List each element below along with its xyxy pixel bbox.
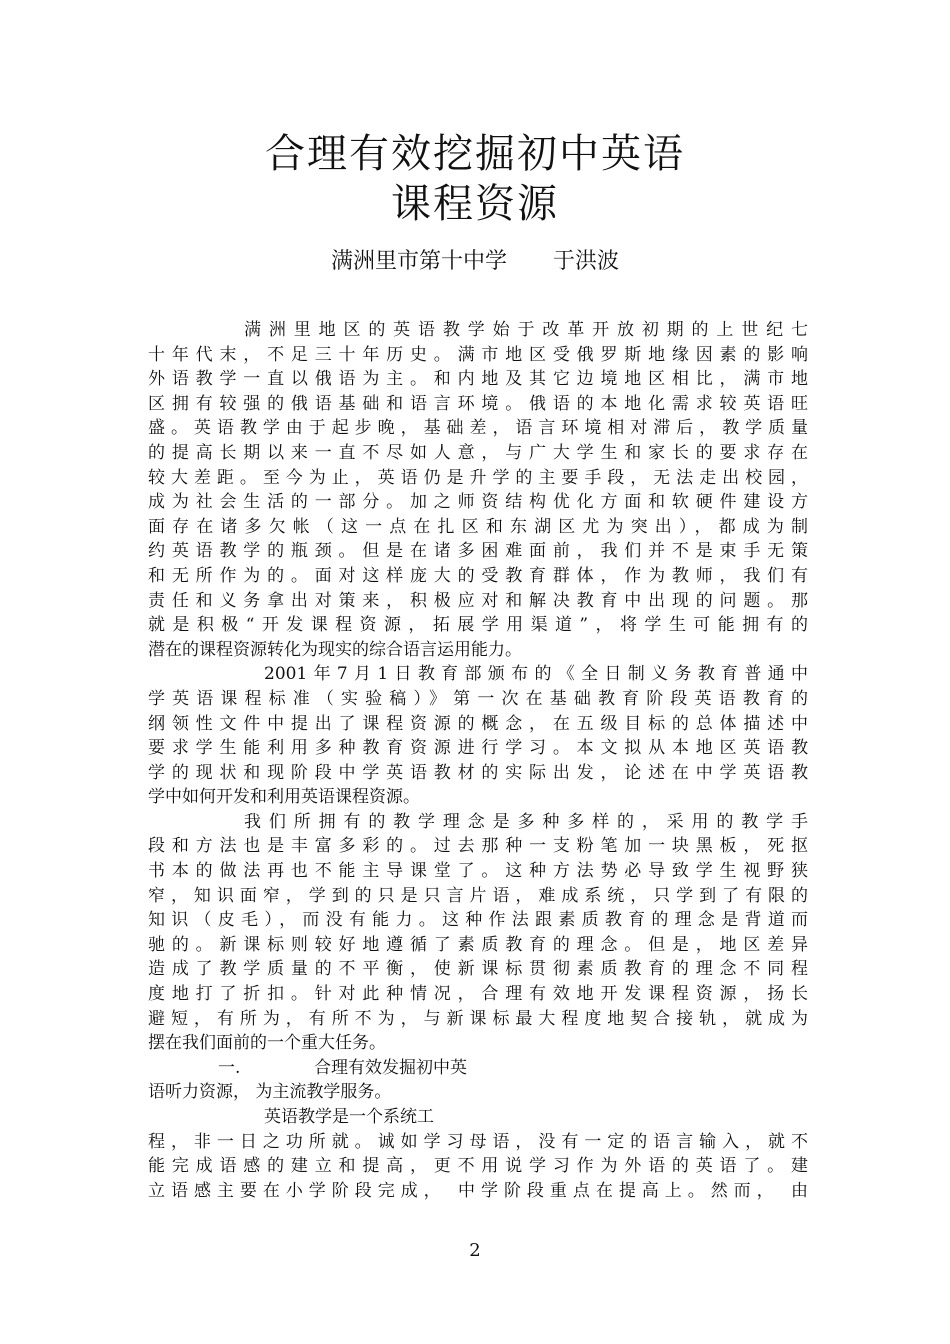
paragraph-3-line: 段和方法也是丰富多彩的。过去那种一支粉笔加一块黑板，死抠	[148, 836, 808, 857]
paragraph-1-line: 较大差距。至今为止，英语仍是升学的主要手段，无法走出校园，	[148, 467, 808, 488]
paragraph-3-line: 度地打了折扣。针对此种情况，合理有效地开发课程资源，扬长	[148, 984, 808, 1005]
paragraph-3-line: 避短，有所为，有所不为，与新课标最大程度地契合接轨，就成为	[148, 1008, 808, 1029]
paragraph-1-line: 责任和义务拿出对策来，积极应对和解决教育中出现的问题。那	[148, 590, 808, 611]
section-heading-continued: 语听力资源， 为主流教学服务。	[148, 1082, 392, 1103]
paragraph-1-line: 成为社会生活的一部分。加之师资结构优化方面和软硬件建设方	[148, 492, 808, 513]
paragraph-1-line: 约英语教学的瓶颈。但是在诸多困难面前，我们并不是束手无策	[148, 541, 808, 562]
paragraph-1-line: 区拥有较强的俄语基础和语言环境。俄语的本地化需求较英语旺	[148, 393, 808, 414]
author-school: 满洲里市第十中学	[330, 249, 507, 274]
paragraph-1-line: 和无所作为的。面对这样庞大的受教育群体，作为教师，我们有	[148, 565, 808, 586]
paragraph-2-line: 学的现状和现阶段中学英语教材的实际出发，论述在中学英语教	[148, 762, 808, 783]
paragraph-1-line: 十年代末，不足三十年历史。满市地区受俄罗斯地缘因素的影响	[148, 344, 808, 365]
paragraph-3-line: 驰的。新课标则较好地遵循了素质教育的理念。但是，地区差异	[148, 934, 808, 955]
paragraph-1-line: 潜在的课程资源转化为现实的综合语言运用能力。	[148, 639, 522, 660]
paragraph-1-line: 就是积极“开发课程资源，拓展学用渠道”，将学生可能拥有的	[148, 615, 808, 636]
paragraph-4-line: 立语感主要在小学阶段完成， 中学阶段重点在提高上。然而， 由	[148, 1180, 808, 1201]
paragraph-3-line: 我们所拥有的教学理念是多种多样的，采用的教学手	[244, 811, 808, 832]
paragraph-3-line: 造成了教学质量的不平衡，使新课标贯彻素质教育的理念不同程	[148, 959, 808, 980]
paragraph-4-line: 能完成语感的建立和提高，更不用说学习作为外语的英语了。建	[148, 1156, 808, 1177]
paragraph-2-line: 学英语课程标准（实验稿）》第一次在基础教育阶段英语教育的	[148, 688, 808, 709]
paragraph-1-line: 面存在诸多欠帐（这一点在扎区和东湖区尤为突出），都成为制	[148, 516, 808, 537]
paragraph-2-line: 要求学生能利用多种教育资源进行学习。本文拟从本地区英语教	[148, 738, 808, 759]
author-line	[0, 244, 950, 275]
body-text	[148, 318, 808, 1203]
paragraph-3-line: 窄，知识面窄，学到的只是只言片语，难成系统，只学到了有限的	[148, 885, 808, 906]
paragraph-1-line: 的提高长期以来一直不尽如人意，与广大学生和家长的要求存在	[148, 442, 808, 463]
section-heading-text: 合理有效发掘初中英	[314, 1057, 467, 1078]
author-name: 于洪波	[553, 249, 620, 274]
paragraph-2-line: 学中如何开发和利用英语课程资源。	[148, 787, 420, 808]
section-number: 一.	[218, 1057, 241, 1078]
paragraph-4-line: 英语教学是一个系统工	[264, 1107, 434, 1127]
section-heading	[148, 1056, 808, 1081]
paragraph-4-line: 程，非一日之功所就。诚如学习母语，没有一定的语言输入，就不	[148, 1131, 808, 1152]
paragraph-1-line: 外语教学一直以俄语为主。和内地及其它边境地区相比，满市地	[148, 369, 808, 390]
paragraph-2-line: 2001年7月1日教育部颁布的《全日制义务教育普通中	[264, 664, 808, 685]
title-line-1: 合理有效挖掘初中英语	[265, 131, 685, 177]
paragraph-2-line: 纲领性文件中提出了课程资源的概念，在五级目标的总体描述中	[148, 713, 808, 734]
title-line-2: 课程资源	[391, 181, 559, 227]
paragraph-3-line: 知识（皮毛），而没有能力。这种作法跟素质教育的理念是背道而	[148, 910, 808, 931]
page-number: 2	[469, 1240, 481, 1261]
paragraph-3-line: 摆在我们面前的一个重大任务。	[148, 1033, 386, 1054]
paragraph-1-line: 满洲里地区的英语教学始于改革开放初期的上世纪七	[244, 320, 808, 340]
paragraph-3-line: 书本的做法再也不能主导课堂了。这种方法势必导致学生视野狭	[148, 861, 808, 882]
paragraph-1-line: 盛。英语教学由于起步晚，基础差，语言环境相对滞后，教学质量	[148, 418, 808, 439]
